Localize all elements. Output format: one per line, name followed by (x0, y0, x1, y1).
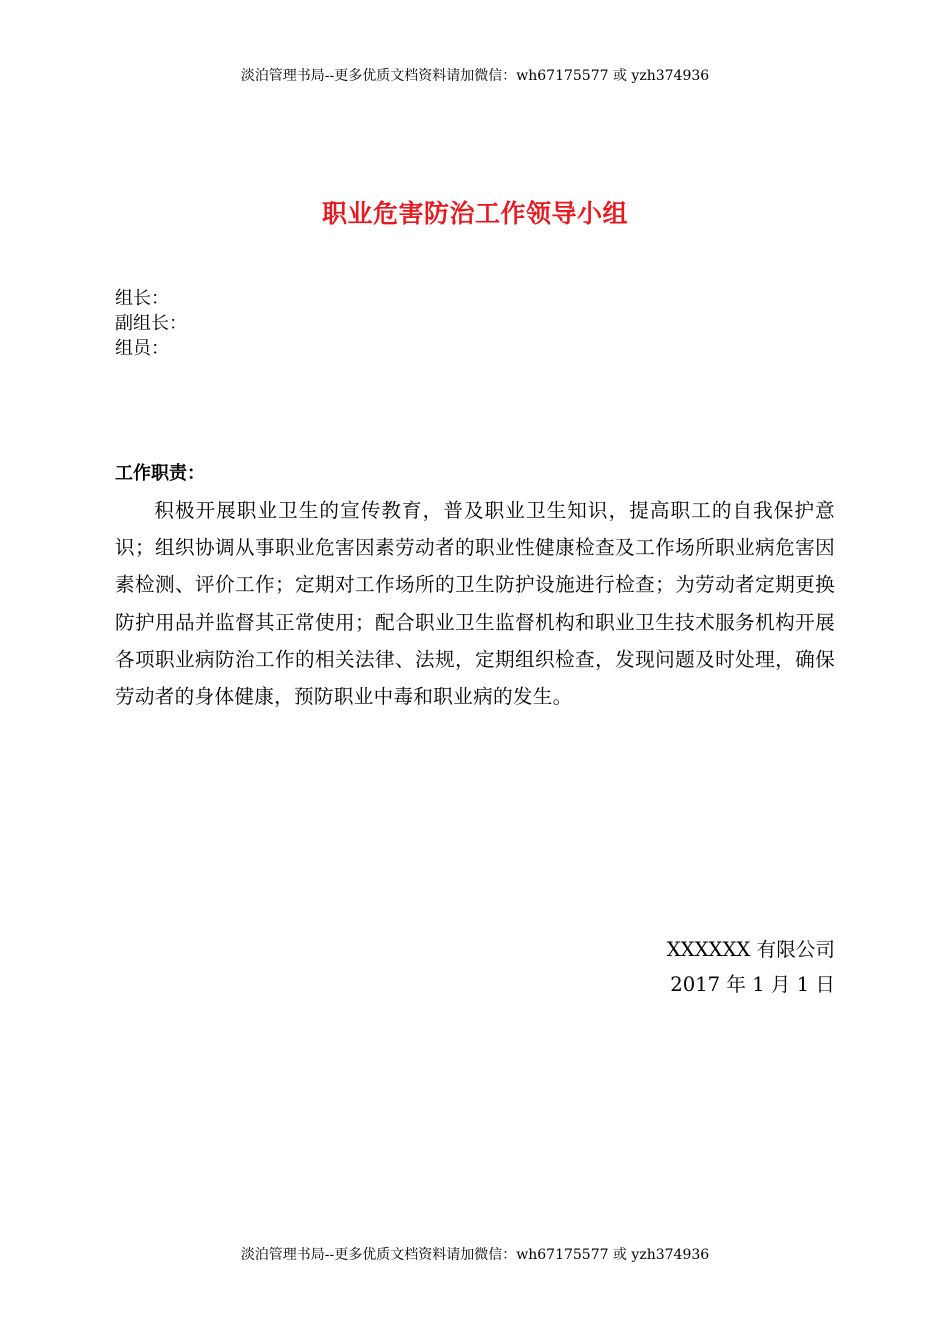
member-list (115, 286, 187, 361)
duty-paragraph: 积极开展职业卫生的宣传教育，普及职业卫生知识，提高职工的自我保护意识；组织协调从事职业危害因素劳动者的职业性健康检查及工作场所职业病危害因素检测、评价工作；定期对工作场所的卫生防护设施进行检查；为劳动者定期更换防护用品并监督其正常使用；配合职业卫生监督机构和职业卫生技术服务机构开展各项职业病防治工作的相关法律、法规，定期组织检查，发现问题及时处理，确保劳动者的身体健康，预防职业中毒和职业病的发生。 (115, 499, 835, 709)
document-title: 职业危害防治工作领导小组 (321, 199, 628, 228)
page-footer: 淡泊管理书局--更多优质文档资料请加微信：wh67175577 或 yzh374936 (240, 1247, 710, 1263)
signature-date: 2017 年 1 月 1 日 (670, 973, 835, 996)
signature-block (600, 932, 835, 1002)
deputy-leader-label: 副组长： (115, 313, 187, 334)
leader-label: 组长： (115, 288, 169, 309)
member-label: 组员： (115, 338, 169, 359)
company-name: XXXXXX 有限公司 (666, 938, 835, 961)
page-header: 淡泊管理书局--更多优质文档资料请加微信：wh67175577 或 yzh374936 (240, 68, 710, 84)
duty-heading: 工作职责： (115, 463, 205, 484)
